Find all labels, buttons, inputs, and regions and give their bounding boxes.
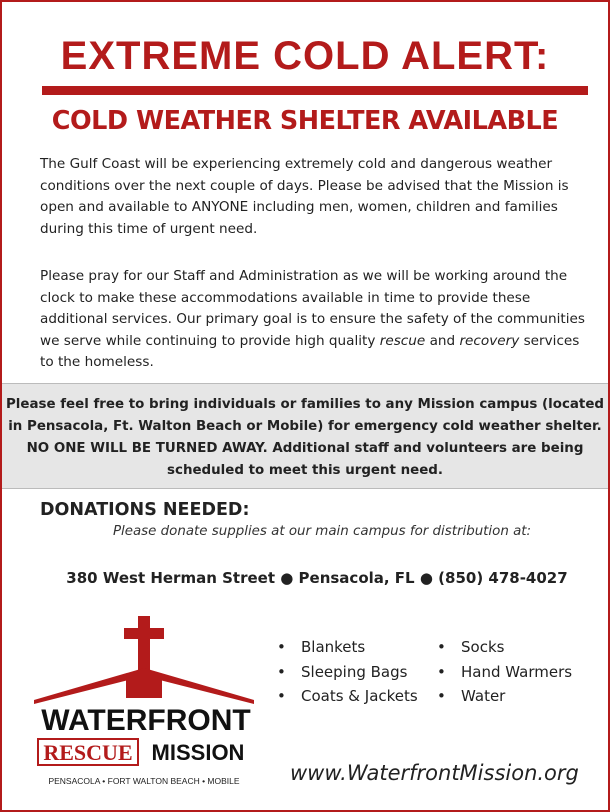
donation-item: • Socks [437, 635, 572, 660]
donations-subheading: Please donate supplies at our main campus for distribution at: [112, 524, 532, 539]
donation-item: • Water [437, 684, 572, 709]
donation-items-list-2 [437, 635, 572, 709]
callout-line: in Pensacola, Ft. Walton Beach or Mobile) for emergency cold weather shelter. [8, 419, 602, 434]
recovery-word: recovery [459, 332, 520, 349]
and-word: and [425, 332, 460, 349]
callout-line: Please feel free to bring individuals or families to any Mission campus (located [5, 397, 604, 412]
title-underline [42, 86, 588, 95]
callout-box [2, 383, 608, 489]
callout-line: NO ONE WILL BE TURNED AWAY. Additional staff and volunteers are being [26, 441, 584, 456]
prayer-paragraph [40, 266, 585, 374]
campus-address: 380 West Herman Street ● Pensacola, FL ● (850) 478-4027 [66, 569, 568, 587]
waterfront-mission-logo [30, 612, 260, 802]
donation-item: • Blankets [277, 635, 418, 660]
logo-name-top: WATERFRONT [41, 704, 251, 737]
chapel-body-icon [126, 676, 162, 698]
alert-subtitle: COLD WEATHER SHELTER AVAILABLE [51, 106, 559, 136]
cross-icon-horizontal [124, 628, 164, 639]
rescue-word: rescue [379, 332, 426, 349]
donation-item: • Coats & Jackets [277, 684, 418, 709]
callout-line: scheduled to meet this urgent need. [167, 463, 443, 478]
logo-mission: MISSION [151, 740, 245, 765]
prayer-text: Please pray for our Staff and Administration as we will be working around the clock to make these accommodations available in time to provide these additional services. Our primary goal is to ensure the safety of the communities we serve while continuing to provide high quality [40, 268, 585, 349]
logo-rescue: RESCUE [43, 740, 133, 765]
intro-paragraph: The Gulf Coast will be experiencing extremely cold and dangerous weather conditions over the next couple of days. Please be advised that the Mission is open and available to ANYONE including men, women, children and families during this time of urgent need. [40, 156, 569, 237]
donation-item: • Hand Warmers [437, 660, 572, 685]
alert-title: EXTREME COLD ALERT: [60, 34, 550, 78]
website-link[interactable]: www.WaterfrontMission.org [290, 761, 579, 785]
donation-item: • Sleeping Bags [277, 660, 418, 685]
donation-items-list-1 [277, 635, 418, 709]
prayer-text-end: services to the homeless. [40, 332, 580, 371]
donations-heading: DONATIONS NEEDED: [40, 500, 250, 520]
logo-locations: PENSACOLA • FORT WALTON BEACH • MOBILE [48, 776, 240, 786]
